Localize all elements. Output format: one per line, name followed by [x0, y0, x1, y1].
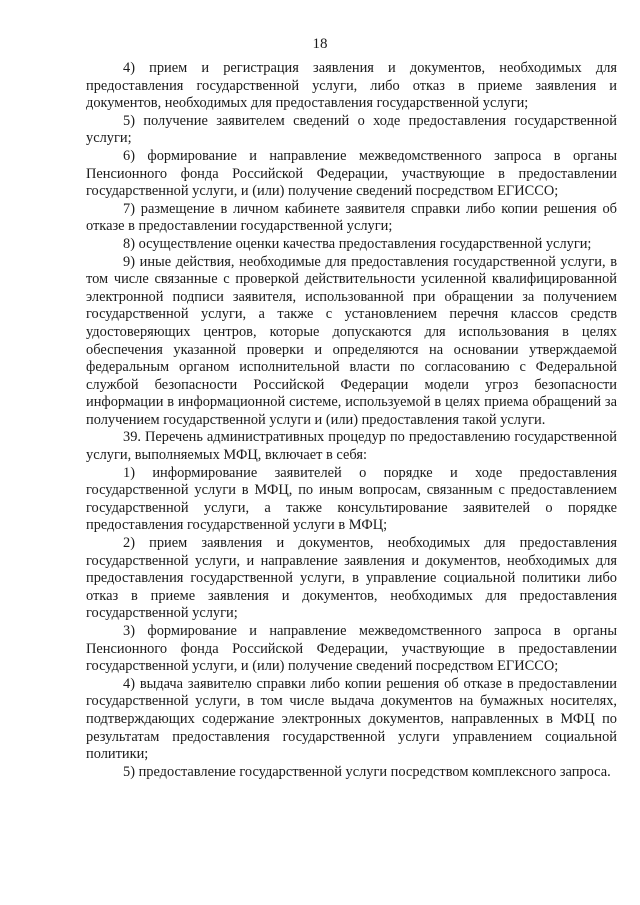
page-number: 18: [312, 36, 328, 52]
paragraph-item-7: 7) размещение в личном кабинете заявителя справки либо копии решения об отказе в предоставлении государственной услуги;: [86, 200, 617, 235]
paragraph-item-4: 4) прием и регистрация заявления и документов, необходимых для предоставления государственной услуги, либо отказ в приеме заявления и документов, необходимых для предоставления государственной услуги;: [86, 60, 617, 112]
paragraph-item-8: 8) осуществление оценки качества предоставления государственной услуги;: [123, 235, 592, 252]
document-body: [86, 60, 617, 781]
paragraph-mfc-item-3: 3) формирование и направление межведомственного запроса в органы Пенсионного фонда Российской Федерации, участвующие в предоставлении государственной услуги, и (или) получение сведений посредством ЕГИССО;: [86, 623, 617, 675]
paragraph-item-6: 6) формирование и направление межведомственного запроса в органы Пенсионного фонда Российской Федерации, участвующие в предоставлении государственной услуги, и (или) получение сведений посредством ЕГИССО;: [86, 147, 617, 200]
paragraph-mfc-item-5: 5) предоставление государственной услуги посредством комплексного запроса.: [123, 763, 611, 780]
paragraph-mfc-item-1: 1) информирование заявителей о порядке и ходе предоставления государственной услуги в МФЦ, по иным вопросам, связанным с предоставлением государственной услуги, а также консультирование заявителей о порядке предоставления государственной услуги в МФЦ;: [86, 464, 617, 534]
paragraph-mfc-item-4: 4) выдача заявителю справки либо копии решения об отказе в предоставлении государственной услуги, в том числе выдача документов на бумажных носителях, подтверждающих содержание электронных документов, направленных в МФЦ по результатам предоставления государственной услуги управлением социальной политики;: [86, 675, 617, 763]
paragraph-section-39: 39. Перечень административных процедур по предоставлению государственной услуги, выполняемых МФЦ, включает в себя:: [86, 429, 617, 464]
paragraph-mfc-item-2: 2) прием заявления и документов, необходимых для предоставления государственной услуги, и направление заявления и документов, необходимых для предоставления государственной услуги, в управление социальной политики либо отказ в приеме заявления и документов, необходимых для предоставления государственной услуги;: [86, 535, 617, 622]
paragraph-item-9: 9) иные действия, необходимые для предоставления государственной услуги, в том числе связанные с проверкой действительности усиленной квалифицированной электронной подписи заявителя, использованной при обращении за получением государственной услуги, а также с установлением перечня классов средств удостоверяющих центров, которые допускаются для использования в целях обеспечения указанной проверки и определяются на основании утверждаемой федеральным органом исполнительной власти по согласованию с Федеральной службой безопасности Российской Федерации модели угроз безопасности информации в информационной системе, используемой в целях приема обращений за получением государственной услуги и (или) предоставления такой услуги.: [86, 253, 617, 428]
paragraph-item-5: 5) получение заявителем сведений о ходе предоставления государственной услуги;: [86, 112, 617, 147]
